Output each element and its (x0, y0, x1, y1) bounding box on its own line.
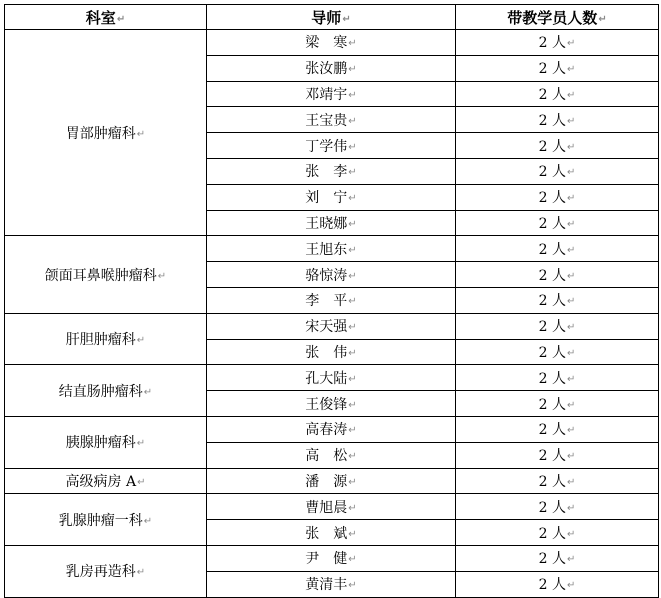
trainee-count-cell (456, 468, 659, 494)
tutor-cell (207, 339, 456, 365)
trainee-count-cell (456, 520, 659, 546)
trainee-count: 2 人 (538, 138, 566, 155)
paragraph-mark-icon: ↵ (566, 322, 576, 334)
trainee-count-cell (456, 133, 659, 159)
tutor-cell (207, 55, 456, 81)
paragraph-mark-icon: ↵ (566, 218, 576, 230)
tutor-name: 高 松 (305, 448, 348, 465)
trainee-count: 2 人 (538, 293, 566, 310)
paragraph-mark-icon: ↵ (116, 13, 126, 25)
paragraph-mark-icon: ↵ (566, 476, 576, 488)
trainee-count-cell (456, 313, 659, 339)
trainee-count-cell (456, 236, 659, 262)
tutor-cell (207, 133, 456, 159)
trainee-count: 2 人 (538, 473, 566, 490)
tutor-cell (207, 107, 456, 133)
paragraph-mark-icon: ↵ (348, 451, 357, 463)
department-name: 结直肠肿瘤科 (58, 383, 143, 400)
tutor-cell (207, 236, 456, 262)
paragraph-mark-icon: ↵ (348, 554, 357, 566)
table-row (5, 416, 659, 442)
tutor-name: 王旭东 (305, 241, 348, 258)
tutor-name: 张 斌 (305, 525, 348, 542)
paragraph-mark-icon: ↵ (348, 270, 357, 282)
paragraph-mark-icon: ↵ (348, 115, 357, 127)
paragraph-mark-icon: ↵ (566, 347, 576, 359)
trainee-count: 2 人 (538, 448, 566, 465)
paragraph-mark-icon: ↵ (143, 386, 153, 398)
trainee-count: 2 人 (538, 577, 566, 594)
trainee-count: 2 人 (538, 319, 566, 336)
tutor-name: 王宝贵 (305, 112, 348, 129)
trainee-count-cell (456, 391, 659, 417)
paragraph-mark-icon: ↵ (348, 89, 357, 101)
paragraph-mark-icon: ↵ (136, 335, 146, 347)
paragraph-mark-icon: ↵ (566, 451, 576, 463)
paragraph-mark-icon: ↵ (348, 38, 357, 50)
trainee-count: 2 人 (538, 344, 566, 361)
department-cell (5, 236, 207, 313)
paragraph-mark-icon: ↵ (348, 64, 357, 76)
paragraph-mark-icon: ↵ (566, 193, 576, 205)
paragraph-mark-icon: ↵ (348, 322, 357, 334)
paragraph-mark-icon: ↵ (566, 270, 576, 282)
paragraph-mark-icon: ↵ (598, 13, 607, 25)
trainee-count: 2 人 (538, 396, 566, 413)
tutor-cell (207, 313, 456, 339)
paragraph-mark-icon: ↵ (566, 38, 576, 50)
tutor-cell (207, 158, 456, 184)
trainee-count-cell (456, 494, 659, 520)
paragraph-mark-icon: ↵ (566, 425, 576, 437)
table-row (5, 468, 659, 494)
column-header-trainee-count: 带教学员人数↵ (456, 5, 659, 30)
tutor-name: 刘 宁 (305, 190, 348, 207)
department-cell (5, 313, 207, 365)
tutor-name: 黄清丰 (305, 577, 348, 594)
paragraph-mark-icon: ↵ (566, 399, 576, 411)
tutor-cell (207, 494, 456, 520)
trainee-count-cell (456, 545, 659, 571)
trainee-count-cell (456, 210, 659, 236)
trainee-count: 2 人 (538, 35, 566, 52)
department-name: 乳腺肿瘤一科 (58, 512, 143, 529)
trainee-count-cell (456, 81, 659, 107)
tutor-name: 丁学伟 (305, 138, 348, 155)
table-row (5, 545, 659, 571)
paragraph-mark-icon: ↵ (157, 270, 167, 282)
paragraph-mark-icon: ↵ (348, 425, 357, 437)
trainee-count-cell (456, 571, 659, 597)
paragraph-mark-icon: ↵ (566, 528, 576, 540)
trainee-count: 2 人 (538, 86, 566, 103)
tutor-cell (207, 520, 456, 546)
tutor-cell (207, 184, 456, 210)
tutor-name: 张汝鹏 (305, 61, 348, 78)
paragraph-mark-icon: ↵ (348, 580, 357, 592)
paragraph-mark-icon: ↵ (136, 128, 146, 140)
table-row (5, 365, 659, 391)
tutor-cell (207, 210, 456, 236)
tutor-roster-table (4, 4, 659, 598)
department-name: 乳房再造科 (65, 564, 136, 581)
tutor-name: 邓靖宇 (305, 86, 348, 103)
table-row (5, 494, 659, 520)
paragraph-mark-icon: ↵ (348, 193, 357, 205)
tutor-name: 张 伟 (305, 344, 348, 361)
paragraph-mark-icon: ↵ (566, 373, 576, 385)
trainee-count-cell (456, 365, 659, 391)
trainee-count: 2 人 (538, 422, 566, 439)
tutor-name: 李 平 (305, 293, 348, 310)
paragraph-mark-icon: ↵ (348, 218, 357, 230)
tutor-name: 王晓娜 (305, 215, 348, 232)
tutor-cell (207, 262, 456, 288)
department-name: 颌面耳鼻喉肿瘤科 (44, 267, 157, 284)
tutor-name: 孔大陆 (305, 370, 348, 387)
table-row (5, 236, 659, 262)
department-cell (5, 468, 207, 494)
paragraph-mark-icon: ↵ (348, 141, 357, 153)
paragraph-mark-icon: ↵ (348, 296, 357, 308)
trainee-count-cell (456, 184, 659, 210)
tutor-name: 尹 健 (305, 551, 348, 568)
paragraph-mark-icon: ↵ (566, 64, 576, 76)
paragraph-mark-icon: ↵ (566, 115, 576, 127)
paragraph-mark-icon: ↵ (348, 476, 357, 488)
paragraph-mark-icon: ↵ (566, 554, 576, 566)
paragraph-mark-icon: ↵ (566, 296, 576, 308)
paragraph-mark-icon: ↵ (137, 476, 146, 488)
paragraph-mark-icon: ↵ (348, 244, 357, 256)
department-cell (5, 365, 207, 417)
trainee-count-cell (456, 442, 659, 468)
trainee-count: 2 人 (538, 551, 566, 568)
tutor-name: 王俊锋 (305, 396, 348, 413)
paragraph-mark-icon: ↵ (566, 502, 576, 514)
tutor-cell (207, 442, 456, 468)
tutor-name: 宋天强 (305, 319, 348, 336)
trainee-count-cell (456, 30, 659, 56)
table-row (5, 30, 659, 56)
department-name: 胰腺肿瘤科 (65, 435, 136, 452)
paragraph-mark-icon: ↵ (566, 141, 576, 153)
paragraph-mark-icon: ↵ (348, 167, 357, 179)
tutor-name: 张 李 (305, 164, 348, 181)
trainee-count: 2 人 (538, 267, 566, 284)
tutor-cell (207, 468, 456, 494)
column-header-tutor: 导师↵ (207, 5, 456, 30)
tutor-cell (207, 30, 456, 56)
trainee-count: 2 人 (538, 164, 566, 181)
department-name: 肝胆肿瘤科 (65, 332, 136, 349)
trainee-count-cell (456, 158, 659, 184)
paragraph-mark-icon: ↵ (348, 528, 357, 540)
tutor-cell (207, 81, 456, 107)
paragraph-mark-icon: ↵ (566, 167, 576, 179)
trainee-count-cell (456, 287, 659, 313)
department-cell (5, 30, 207, 236)
paragraph-mark-icon: ↵ (348, 399, 357, 411)
table-row (5, 313, 659, 339)
header-row (5, 5, 659, 30)
trainee-count: 2 人 (538, 525, 566, 542)
department-cell (5, 416, 207, 468)
tutor-cell (207, 571, 456, 597)
paragraph-mark-icon: ↵ (136, 438, 146, 450)
trainee-count: 2 人 (538, 370, 566, 387)
tutor-name: 骆惊涛 (305, 267, 348, 284)
department-cell (5, 494, 207, 546)
paragraph-mark-icon: ↵ (348, 373, 357, 385)
trainee-count-cell (456, 416, 659, 442)
department-cell (5, 545, 207, 597)
trainee-count-cell (456, 262, 659, 288)
paragraph-mark-icon: ↵ (348, 347, 357, 359)
trainee-count: 2 人 (538, 112, 566, 129)
trainee-count-cell (456, 55, 659, 81)
trainee-count: 2 人 (538, 215, 566, 232)
paragraph-mark-icon: ↵ (348, 502, 357, 514)
trainee-count: 2 人 (538, 61, 566, 78)
trainee-count: 2 人 (538, 190, 566, 207)
tutor-cell (207, 365, 456, 391)
tutor-name: 潘 源 (305, 473, 348, 490)
trainee-count-cell (456, 107, 659, 133)
paragraph-mark-icon: ↵ (143, 515, 153, 527)
trainee-count: 2 人 (538, 241, 566, 258)
paragraph-mark-icon: ↵ (566, 244, 576, 256)
tutor-cell (207, 287, 456, 313)
trainee-count: 2 人 (538, 499, 566, 516)
paragraph-mark-icon: ↵ (136, 567, 146, 579)
tutor-cell (207, 391, 456, 417)
tutor-name: 高春涛 (305, 422, 348, 439)
department-name: 胃部肿瘤科 (65, 125, 136, 142)
tutor-cell (207, 545, 456, 571)
tutor-name: 梁 寒 (305, 35, 348, 52)
trainee-count-cell (456, 339, 659, 365)
roster-body (5, 30, 659, 598)
tutor-name: 曹旭晨 (305, 499, 348, 516)
paragraph-mark-icon: ↵ (566, 89, 576, 101)
tutor-cell (207, 416, 456, 442)
column-header-department: 科室↵ (5, 5, 207, 30)
paragraph-mark-icon: ↵ (566, 580, 576, 592)
paragraph-mark-icon: ↵ (342, 13, 351, 25)
department-name: 高级病房 A (65, 473, 137, 490)
